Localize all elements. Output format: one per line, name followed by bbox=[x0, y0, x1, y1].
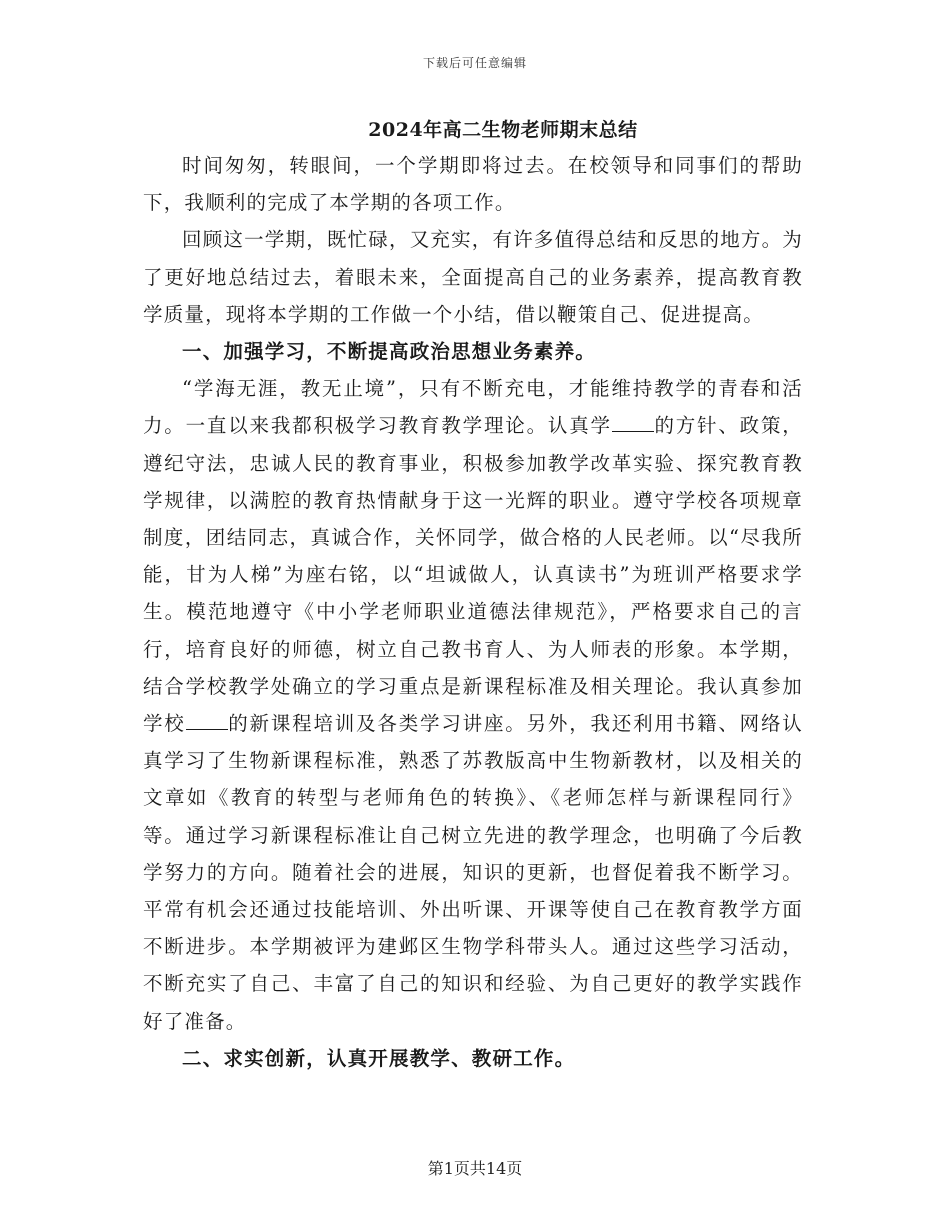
section-heading-2: 二、求实创新，认真开展教学、教研工作。 bbox=[182, 1046, 576, 1070]
document-body bbox=[143, 113, 803, 1077]
paragraph-intro: 时间匆匆，转眼间，一个学期即将过去。在校领导和同事们的帮助下，我顺利的完成了本学期的各项工作。 bbox=[143, 154, 803, 215]
redacted-blank bbox=[612, 413, 654, 432]
text-segment: “学海无涯，教无止境”，只有不断充电，才能维持教学的青春和活力。一直以来我都积极学习教育教学理论。认真学 bbox=[143, 377, 803, 438]
page-footer: 第1页共14页 bbox=[427, 1159, 523, 1178]
header-note: 下载后可任意编辑 bbox=[422, 56, 527, 70]
section-heading-1: 一、加强学习，不断提高政治思想业务素养。 bbox=[182, 340, 597, 364]
redacted-blank bbox=[186, 711, 228, 730]
text-segment: 的方针、政策，遵纪守法，忠诚人民的教育事业，积极参加教学改革实验、探究教育教学规律，以满腔的教育热情献身于这一光辉的职业。遵守学校各项规章制度，团结同志，真诚合作，关怀同学，做合格的人民老师。以“尽我所能，甘为人梯”为座右铭，以“坦诚做人，认真读书”为班训严格要求学生。模范地遵守《中小学老师职业道德法律规范》，严格要求自己的言行，培育良好的师德，树立自己教书育人、为人师表的形象。本学期，结合学校教学处确立的学习重点是新课程标准及相关理论。我认真参加学校 bbox=[143, 414, 803, 736]
paragraph-review: 回顾这一学期，既忙碌，又充实，有许多值得总结和反思的地方。为了更好地总结过去，着眼未来，全面提高自己的业务素养，提高教育教学质量，现将本学期的工作做一个小结，借以鞭策自己、促进提高。 bbox=[143, 228, 804, 326]
text-segment: 的新课程培训及各类学习讲座。另外，我还利用书籍、网络认真学习了生物新课程标准，熟悉了苏教版高中生物新教材，以及相关的文章如《教育的转型与老师角色的转换》、《老师怎样与新课程同行》等。通过学习新课程标准让自己树立先进的教学理念，也明确了今后教学努力的方向。随着社会的进展，知识的更新，也督促着我不断学习。平常有机会还通过技能培训、外出听课、开课等使自己在教育教学方面不断进步。本学期被评为建邺区生物学科带头人。通过这些学习活动，不断充实了自己、丰富了自己的知识和经验、为自己更好的教学实践作好了准备。 bbox=[143, 712, 803, 1033]
document-title: 2024年高二生物老师期末总结 bbox=[368, 119, 638, 141]
paragraph-study bbox=[143, 370, 803, 1040]
